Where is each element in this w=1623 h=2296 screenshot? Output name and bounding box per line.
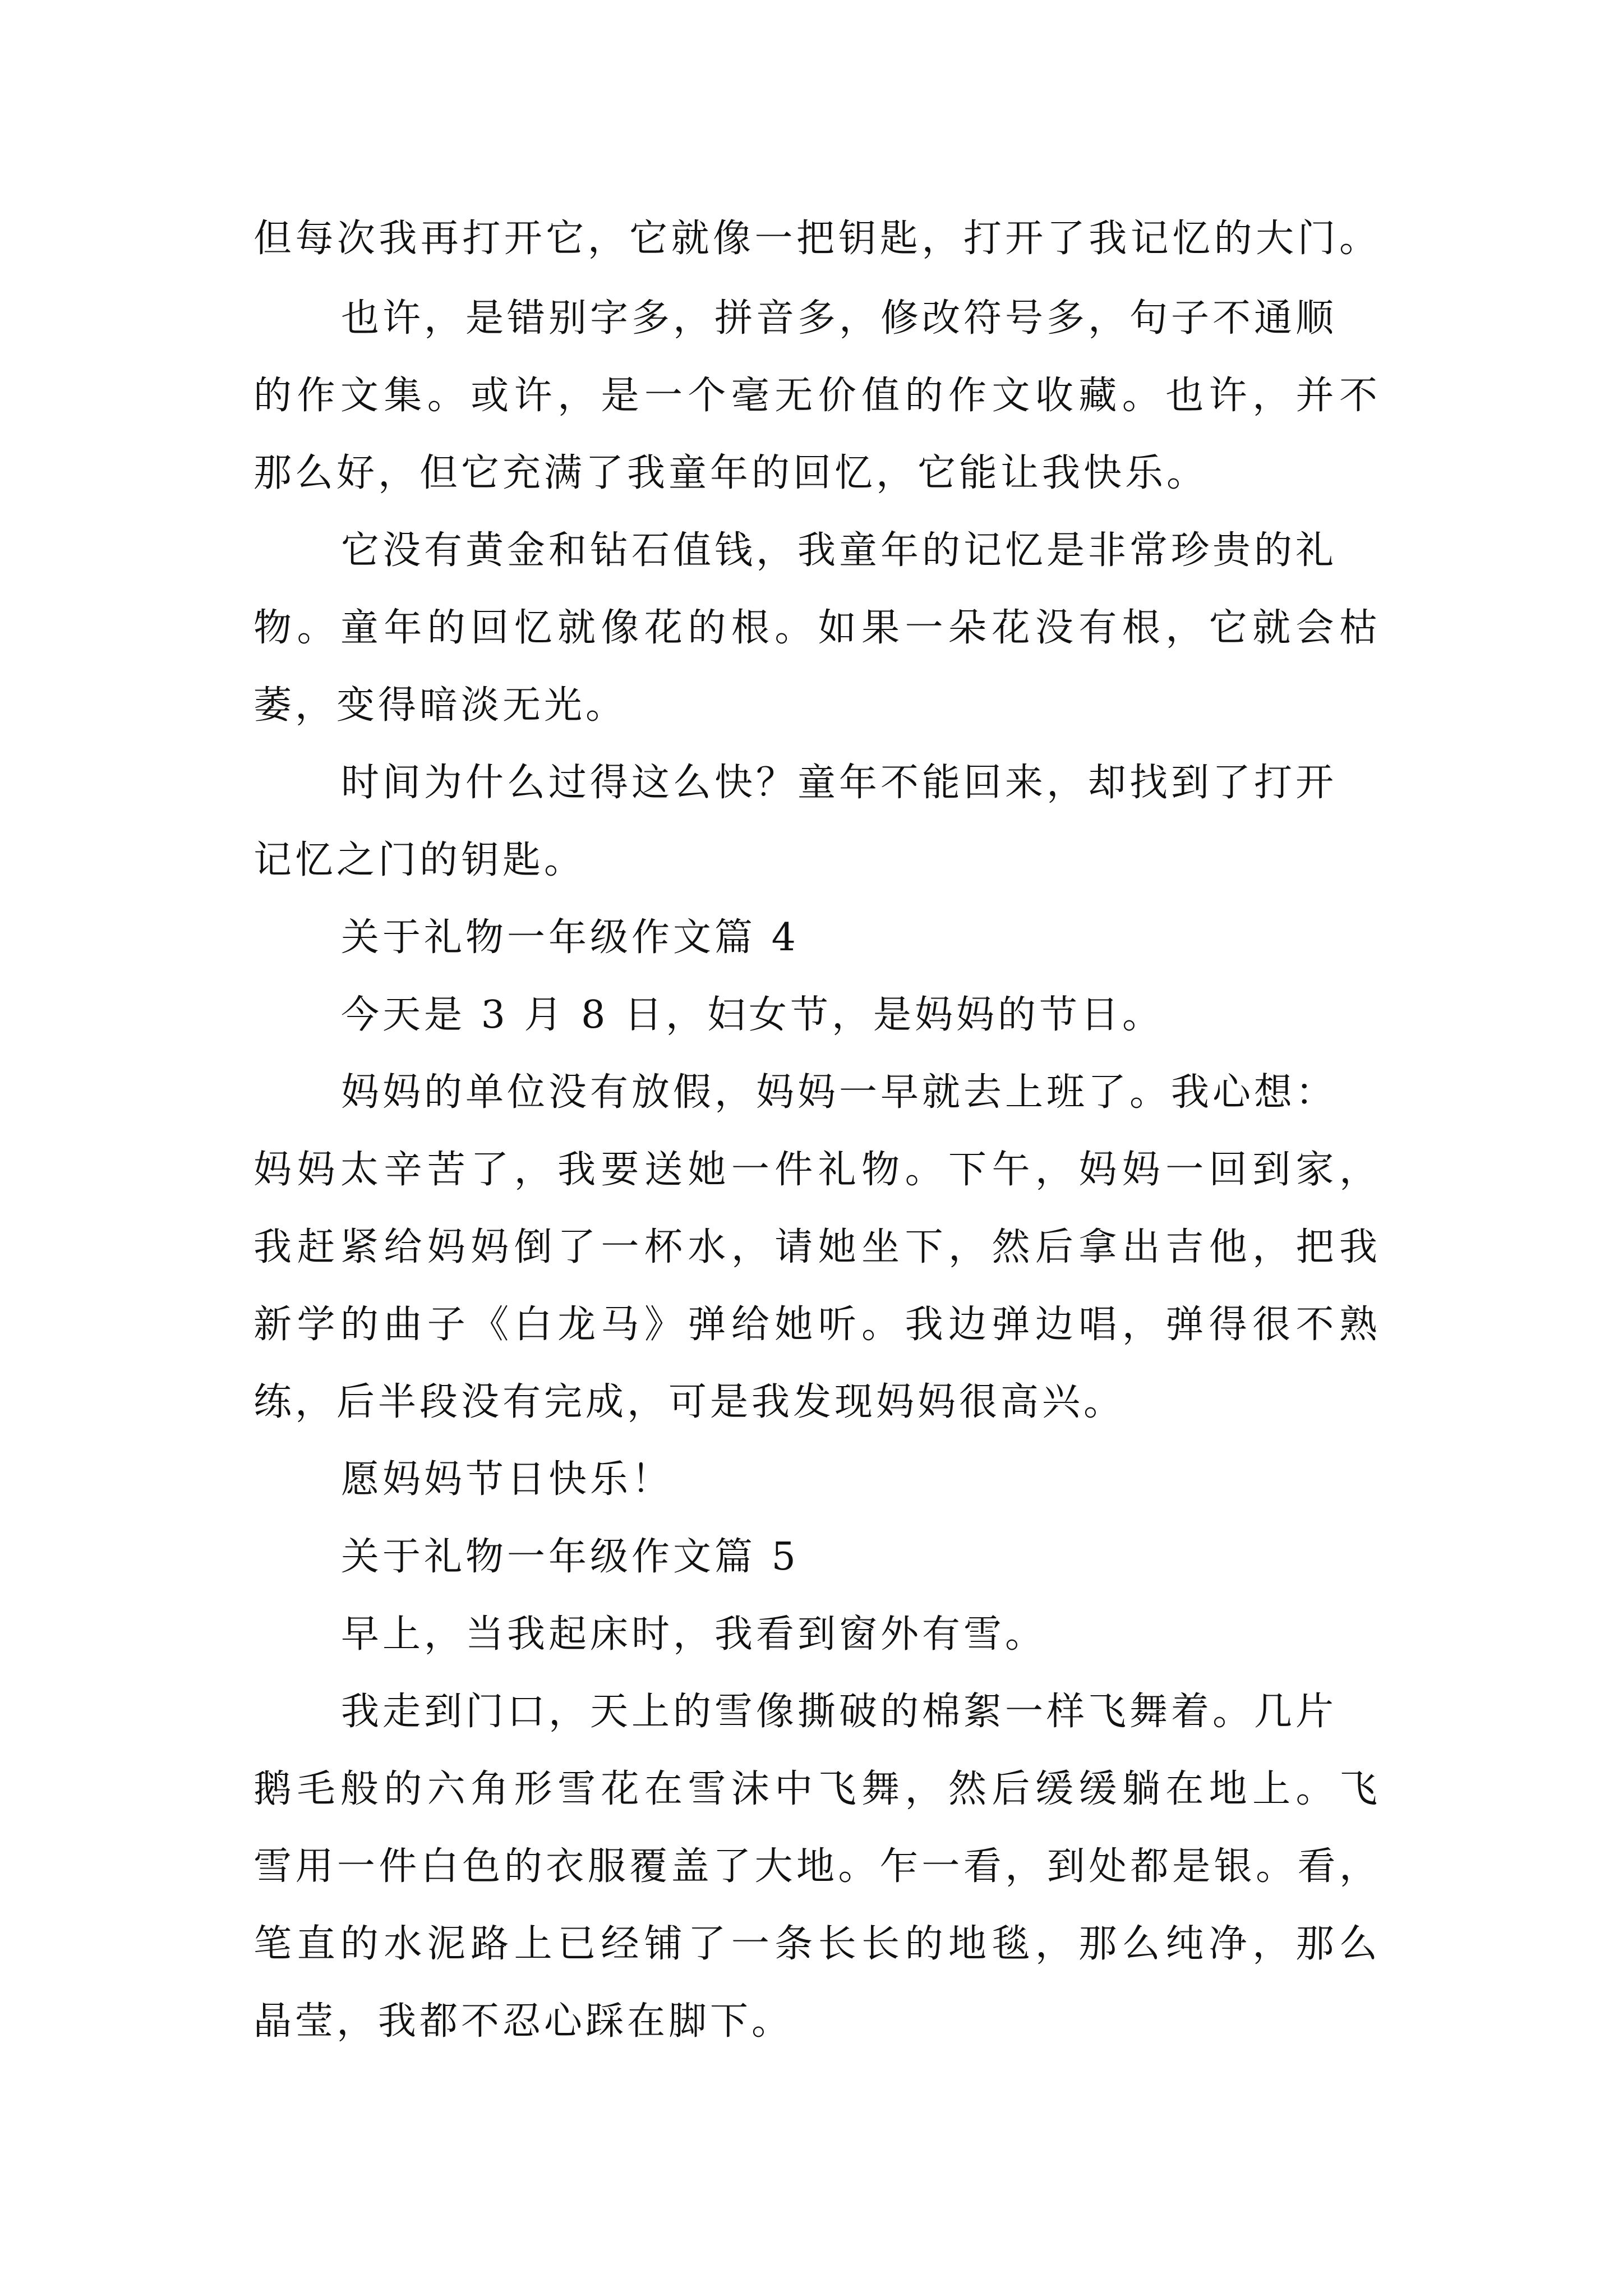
paragraph-start-line: 也许，是错别字多，拼音多，修改符号多，句子不通顺 <box>341 296 1338 341</box>
text-line: 但每次我再打开它，它就像一把钥匙，打开了我记忆的大门。 <box>253 217 1381 261</box>
text-line: 的作文集。或许，是一个毫无价值的作文收藏。也许，并不 <box>253 374 1381 418</box>
text-line: 妈妈太辛苦了，我要送她一件礼物。下午，妈妈一回到家， <box>253 1148 1381 1192</box>
text-line: 那么好，但它充满了我童年的回忆，它能让我快乐。 <box>253 451 1209 495</box>
text-line: 记忆之门的钥匙。 <box>253 838 586 882</box>
paragraph-start-line: 时间为什么过得这么快？童年不能回来，却找到了打开 <box>341 761 1338 805</box>
paragraph-start-line: 早上，当我起床时，我看到窗外有雪。 <box>341 1612 1047 1657</box>
paragraph-start-line: 妈妈的单位没有放假，妈妈一早就去上班了。我心想： <box>341 1070 1338 1115</box>
section-heading-4: 关于礼物一年级作文篇 4 <box>341 915 799 960</box>
text-line: 鹅毛般的六角形雪花在雪沫中飞舞，然后缓缓躺在地上。飞 <box>253 1767 1381 1811</box>
section-heading-5: 关于礼物一年级作文篇 5 <box>341 1535 799 1579</box>
paragraph-start-line: 我走到门口，天上的雪像撕破的棉絮一样飞舞着。几片 <box>341 1690 1338 1734</box>
text-line: 我赶紧给妈妈倒了一杯水，请她坐下，然后拿出吉他，把我 <box>253 1225 1381 1269</box>
text-line: 物。童年的回忆就像花的根。如果一朵花没有根，它就会枯 <box>253 606 1381 650</box>
text-line: 练，后半段没有完成，可是我发现妈妈很高兴。 <box>253 1380 1126 1424</box>
paragraph-start-line: 它没有黄金和钻石值钱，我童年的记忆是非常珍贵的礼 <box>341 528 1338 573</box>
text-line: 笔直的水泥路上已经铺了一条长长的地毯，那么纯净，那么 <box>253 1922 1381 1966</box>
text-line: 萎，变得暗淡无光。 <box>253 683 628 728</box>
text-line: 晶莹，我都不忍心踩在脚下。 <box>253 1999 794 2044</box>
paragraph-start-line: 今天是 3 月 8 日，妇女节，是妈妈的节日。 <box>341 993 1164 1037</box>
text-line: 雪用一件白色的衣服覆盖了大地。乍一看，到处都是银。看， <box>253 1844 1381 1889</box>
paragraph-start-line: 愿妈妈节日快乐！ <box>341 1457 674 1502</box>
text-line: 新学的曲子《白龙马》弹给她听。我边弹边唱，弹得很不熟 <box>253 1303 1381 1347</box>
